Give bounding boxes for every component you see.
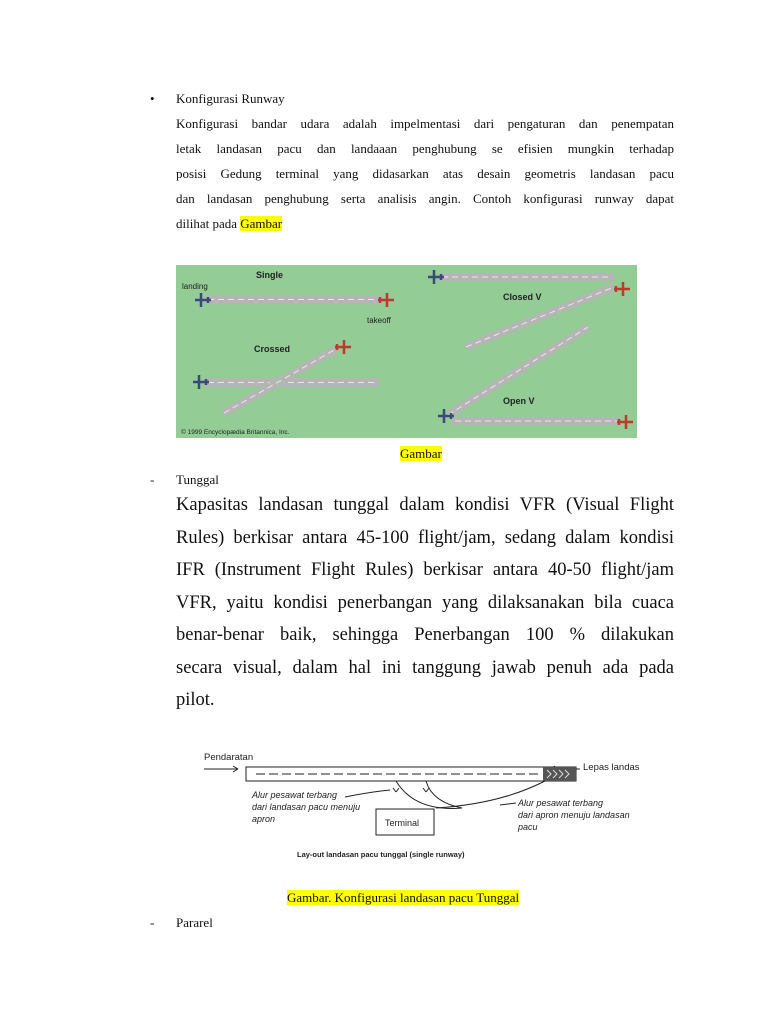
paragraph-line: secara visual, dalam hal ini tanggung jawab penuh ada pada [176,657,674,678]
paragraph-konfigurasi [176,111,674,236]
caption-text: Gambar. Konfigurasi landasan pacu Tunggal [287,890,520,905]
label-landing: landing [182,282,208,291]
bullet: • [150,91,155,106]
caption-text: Gambar [400,446,442,461]
runway-configurations-figure [176,265,637,438]
label-lepas-landas: Lepas landas [583,762,640,773]
paragraph-line: posisi Gedung terminal yang didasarkan atas desain geometris landasan pacu [176,166,674,181]
figure-background [176,265,637,438]
label-terminal: Terminal [385,818,420,828]
paragraph-line: Rules) berkisar antara 45-100 flight/jam, sedang dalam kondisi [176,527,674,548]
paragraph-line: IFR (Instrument Flight Rules) berkisar antara 40-50 flight/jam [176,560,674,580]
label-alur-right: Alur pesawat terbang dari apron menuju landasan pacu [518,798,630,832]
label-alur-left: Alur pesawat terbang dari landasan pacu menuju apron [252,790,361,824]
label-pendaratan: Pendaratan [204,752,254,763]
paragraph-line: dan landasan penghubung serta analisis angin. Contoh konfigurasi runway dapat [176,191,674,206]
label-single: Single [256,270,284,280]
paragraph-line-last [176,211,674,236]
dash-marker: - [150,472,155,487]
paragraph-line: VFR, yaitu kondisi penerbangan yang dilaksanakan bila cuaca [176,592,674,613]
section-heading-konfigurasi: Konfigurasi Runway [176,91,285,106]
highlighted-reference-gambar: Gambar [240,216,283,231]
layout-title: Lay-out landasan pacu tunggal (single runway) [297,850,465,859]
figure-caption-gambar [400,441,442,466]
label-crossed: Crossed [254,344,291,354]
dash-marker: - [150,915,155,930]
paragraph-line: benar-benar baik, sehingga Penerbangan 100 % dilakukan [176,625,674,645]
taxi-path-exit [396,781,462,808]
paragraph-line: Konfigurasi bandar udara adalah impelmentasi dari pengaturan dan penempatan [176,116,674,131]
copyright-text: © 1999 Encyclopædia Britannica, Inc. [181,429,290,436]
paragraph-text: dilihat pada [176,216,241,231]
label-closed-v: Closed V [503,292,542,302]
runway-end-hatched [543,767,576,781]
section-heading-tunggal: Tunggal [176,472,219,487]
figure-caption-konfigurasi-tunggal [287,885,519,910]
paragraph-tunggal [176,489,674,717]
section-heading-pararel: Pararel [176,915,213,930]
paragraph-line: letak landasan pacu dan landaaan penghubung se efisien mungkin terhadap [176,141,674,156]
single-runway-layout-figure [200,746,650,864]
paragraph-line: Kapasitas landasan tunggal dalam kondisi VFR (Visual Flight [176,495,674,515]
paragraph-line-last: pilot. [176,690,215,710]
label-open-v: Open V [503,396,535,406]
label-takeoff: takeoff [367,316,391,325]
